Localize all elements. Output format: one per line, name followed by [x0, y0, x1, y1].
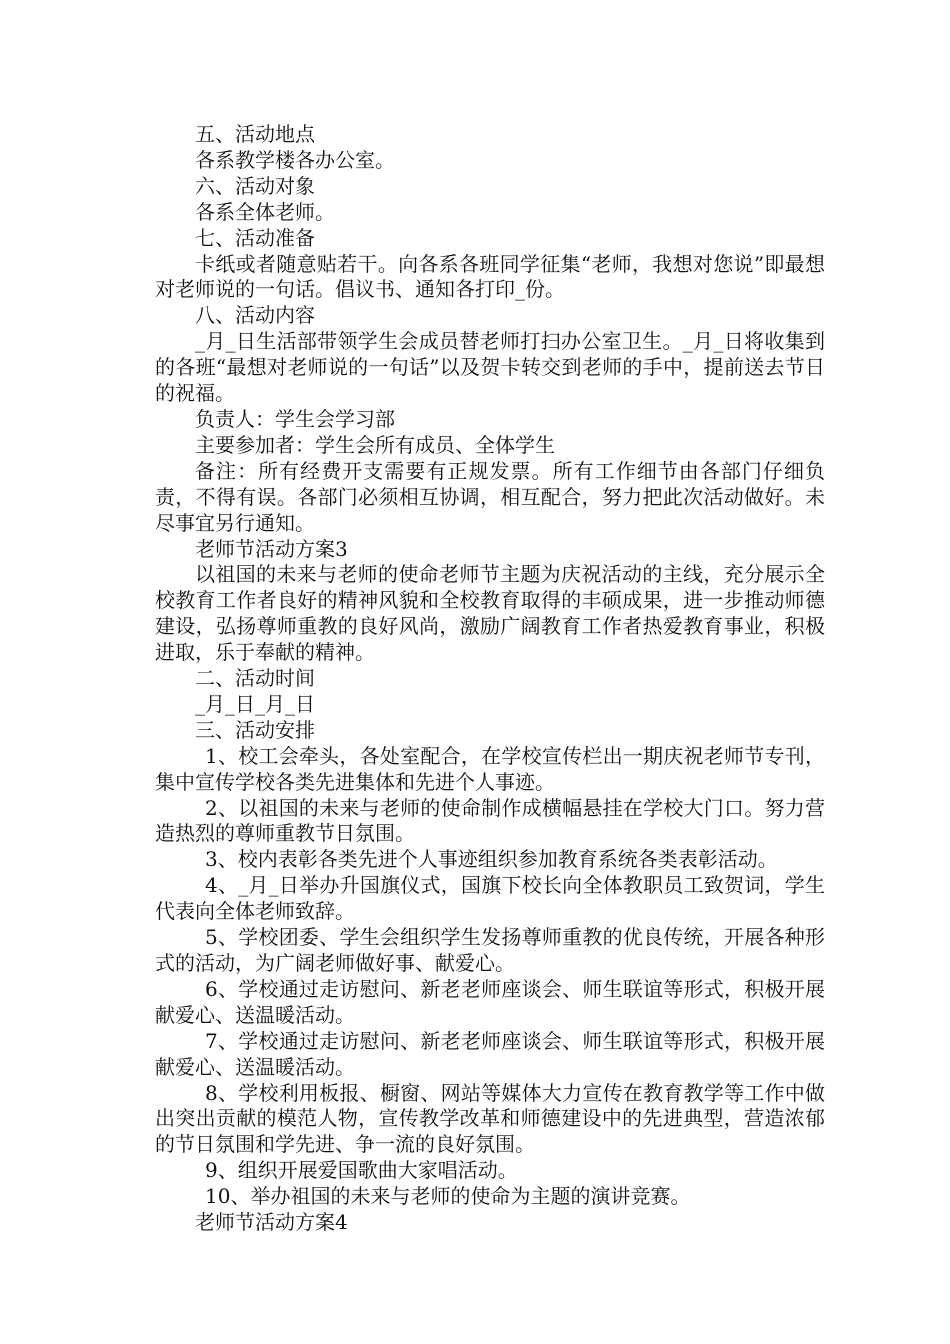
- section-heading: 六、活动对象: [195, 173, 315, 198]
- plan-title: 老师节活动方案4: [195, 1210, 348, 1235]
- list-item: 4、_月_日举办升国旗仪式，国旗下校长向全体教职员工致贺词，学生代表向全体老师致辞。: [155, 873, 825, 924]
- list-item: 10、举办祖国的未来与老师的使命为主题的演讲竞赛。: [205, 1184, 691, 1209]
- list-item: 1、校工会牵头，各处室配合，在学校宣传栏出一期庆祝老师节专刊，集中宣传学校各类先进集体和先进个人事迹。: [155, 743, 825, 794]
- section-heading: 五、活动地点: [195, 122, 315, 146]
- section-heading: 七、活动准备: [195, 225, 315, 250]
- list-item: 7、学校通过走访慰问、新老老师座谈会、师生联谊等形式，积极开展献爱心、送温暖活动。: [155, 1028, 825, 1079]
- body-paragraph: 主要参加者：学生会所有成员、全体学生: [195, 432, 555, 457]
- list-item: 6、学校通过走访慰问、新老老师座谈会、师生联谊等形式，积极开展献爱心、送温暖活动。: [155, 976, 825, 1027]
- list-item: 9、组织开展爱国歌曲大家唱活动。: [205, 1158, 518, 1183]
- body-paragraph: 备注：所有经费开支需要有正规发票。所有工作细节由各部门仔细负责，不得有误。各部门必须相互协调，相互配合，努力把此次活动做好。未尽事宜另行通知。: [155, 458, 825, 535]
- body-paragraph: 各系全体老师。: [195, 199, 335, 224]
- body-paragraph: 以祖国的未来与老师的使命老师节主题为庆祝活动的主线，充分展示全校教育工作者良好的精神风貌和全校教育取得的丰硕成果，进一步推动师德建设，弘扬尊师重教的良好风尚，激励广阔教育工作者热爱教育事业，积极进取，乐于奉献的精神。: [155, 562, 825, 665]
- list-item: 3、校内表彰各类先进个人事迹组织参加教育系统各类表彰活动。: [205, 847, 778, 872]
- body-paragraph: 卡纸或者随意贴若干。向各系各班同学征集“老师，我想对您说”即最想对老师说的一句话。倡议书、通知各打印_份。: [155, 251, 825, 302]
- list-item: 5、学校团委、学生会组织学生发扬尊师重教的优良传统，开展各种形式的活动，为广阔老师做好事、献爱心。: [155, 925, 825, 975]
- body-paragraph: _月_日_月_日: [195, 691, 315, 716]
- document-body: [155, 122, 825, 1236]
- section-heading: 二、活动时间: [195, 666, 315, 691]
- list-item: 8、学校利用板报、橱窗、网站等媒体大力宣传在教育教学等工作中做出突出贡献的模范人物，宣传教学改革和师德建设中的先进典型，营造浓郁的节日氛围和学先进、争一流的良好氛围。: [155, 1080, 825, 1157]
- list-item: 2、以祖国的未来与老师的使命制作成横幅悬挂在学校大门口。努力营造热烈的尊师重教节日氛围。: [155, 795, 825, 846]
- body-paragraph: _月_日生活部带领学生会成员替老师打扫办公室卫生。_月_日将收集到的各班“最想对老师说的一句话”以及贺卡转交到老师的手中，提前送去节日的祝福。: [155, 329, 825, 406]
- body-paragraph: 负责人：学生会学习部: [195, 406, 395, 431]
- section-heading: 三、活动安排: [195, 717, 315, 742]
- section-heading: 八、活动内容: [195, 303, 315, 328]
- body-paragraph: 各系教学楼各办公室。: [195, 147, 395, 172]
- plan-title: 老师节活动方案3: [195, 536, 348, 561]
